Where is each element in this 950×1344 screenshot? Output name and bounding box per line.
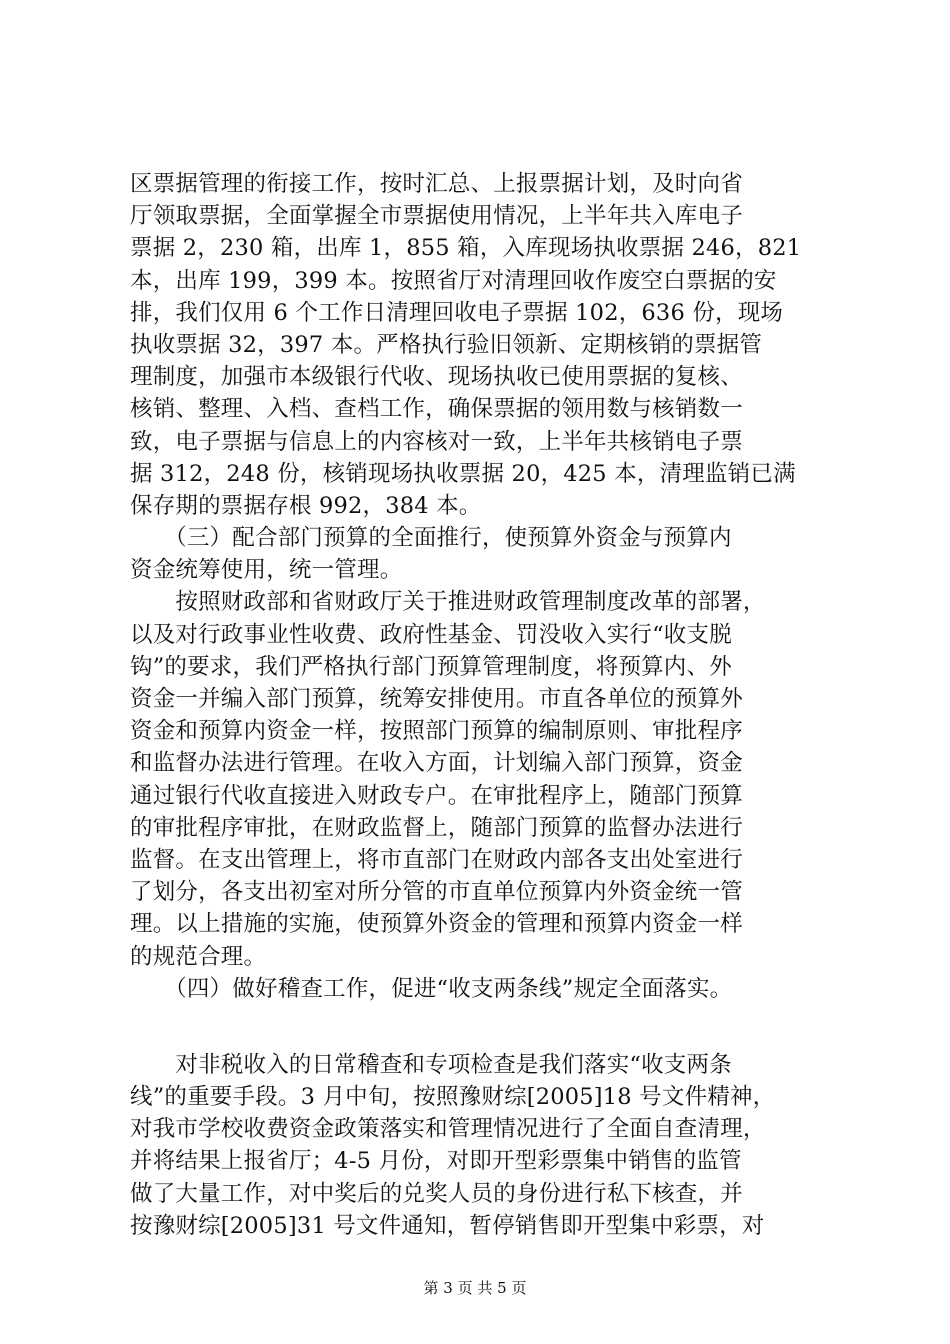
text-line: 并将结果上报省厅；4-5 月份，对即开型彩票集中销售的监管 [130, 1148, 742, 1175]
text-line: 资金一并编入部门预算，统筹安排使用。市直各单位的预算外 [130, 686, 743, 712]
text-line: 厅领取票据，全面掌握全市票据使用情况，上半年共入库电子 [130, 203, 743, 230]
text-line: 按豫财综[2005]31 号文件通知，暂停销售即开型集中彩票，对 [130, 1212, 765, 1239]
text-line: 以及对行政事业性收费、政府性基金、罚没收入实行“收支脱 [130, 621, 732, 648]
page-number-footer: 第 3 页 共 5 页 [423, 1279, 527, 1297]
text-line: 票据 2，230 箱，出库 1，855 箱，入库现场执收票据 246，821 [130, 235, 802, 262]
text-line: 排，我们仅用 6 个工作日清理回收电子票据 102，636 份，现场 [130, 299, 784, 326]
text-line: 对非税收入的日常稽查和专项检查是我们落实“收支两条 [130, 1051, 732, 1078]
text-line: 线”的重要手段。3 月中旬，按照豫财综[2005]18 号文件精神， [130, 1084, 776, 1111]
paragraph-gap [130, 1005, 850, 1049]
text-line: 据 312，248 份，核销现场执收票据 20，425 本，清理监销已满 [130, 460, 796, 487]
text-line: 区票据管理的衔接工作，按时汇总、上报票据计划，及时向省 [130, 171, 743, 197]
text-line: 对我市学校收费资金政策落实和管理情况进行了全面自查清理， [130, 1116, 766, 1143]
text-line: 监督。在支出管理上，将市直部门在财政内部各支出处室进行 [130, 846, 743, 873]
section-heading-4: （四）做好稽查工作，促进“收支两条线”规定全面落实。 [130, 975, 733, 1002]
section-heading-3: （三）配合部门预算的全面推行，使预算外资金与预算内 [130, 525, 732, 552]
text-line: 执收票据 32，397 本。严格执行验旧领新、定期核销的票据管 [130, 331, 763, 358]
text-line: 核销、整理、入档、查档工作，确保票据的领用数与核销数一 [130, 396, 743, 423]
text-line: 做了大量工作，对中奖后的兑奖人员的身份进行私下核查，并 [130, 1180, 743, 1207]
text-line: 的规范合理。 [130, 943, 267, 970]
text-line: 和监督办法进行管理。在收入方面，计划编入部门预算，资金 [130, 750, 743, 777]
text-line: 按照财政部和省财政厅关于推进财政管理制度改革的部署， [130, 589, 766, 616]
text-line: 致，电子票据与信息上的内容核对一致，上半年共核销电子票 [130, 428, 743, 455]
text-line: 理。以上措施的实施，使预算外资金的管理和预算内资金一样 [130, 911, 743, 938]
text-line: 保存期的票据存根 992，384 本。 [130, 492, 482, 519]
text-line: 了划分，各支出初室对所分管的市直单位预算内外资金统一管 [130, 879, 743, 906]
text-line: 本，出库 199，399 本。按照省厅对清理回收作废空白票据的安 [130, 267, 777, 294]
section-heading-3-cont: 资金统筹使用，统一管理。 [130, 557, 403, 584]
text-line: 通过银行代收直接进入财政专户。在审批程序上，随部门预算 [130, 782, 743, 809]
text-line: 的审批程序审批，在财政监督上，随部门预算的监督办法进行 [130, 814, 743, 841]
text-line: 钩”的要求，我们严格执行部门预算管理制度，将预算内、外 [130, 653, 732, 680]
text-line: 理制度，加强市本级银行代收、现场执收已使用票据的复核、 [130, 364, 743, 391]
text-line: 资金和预算内资金一样，按照部门预算的编制原则、审批程序 [130, 718, 743, 745]
document-body [130, 168, 850, 1242]
